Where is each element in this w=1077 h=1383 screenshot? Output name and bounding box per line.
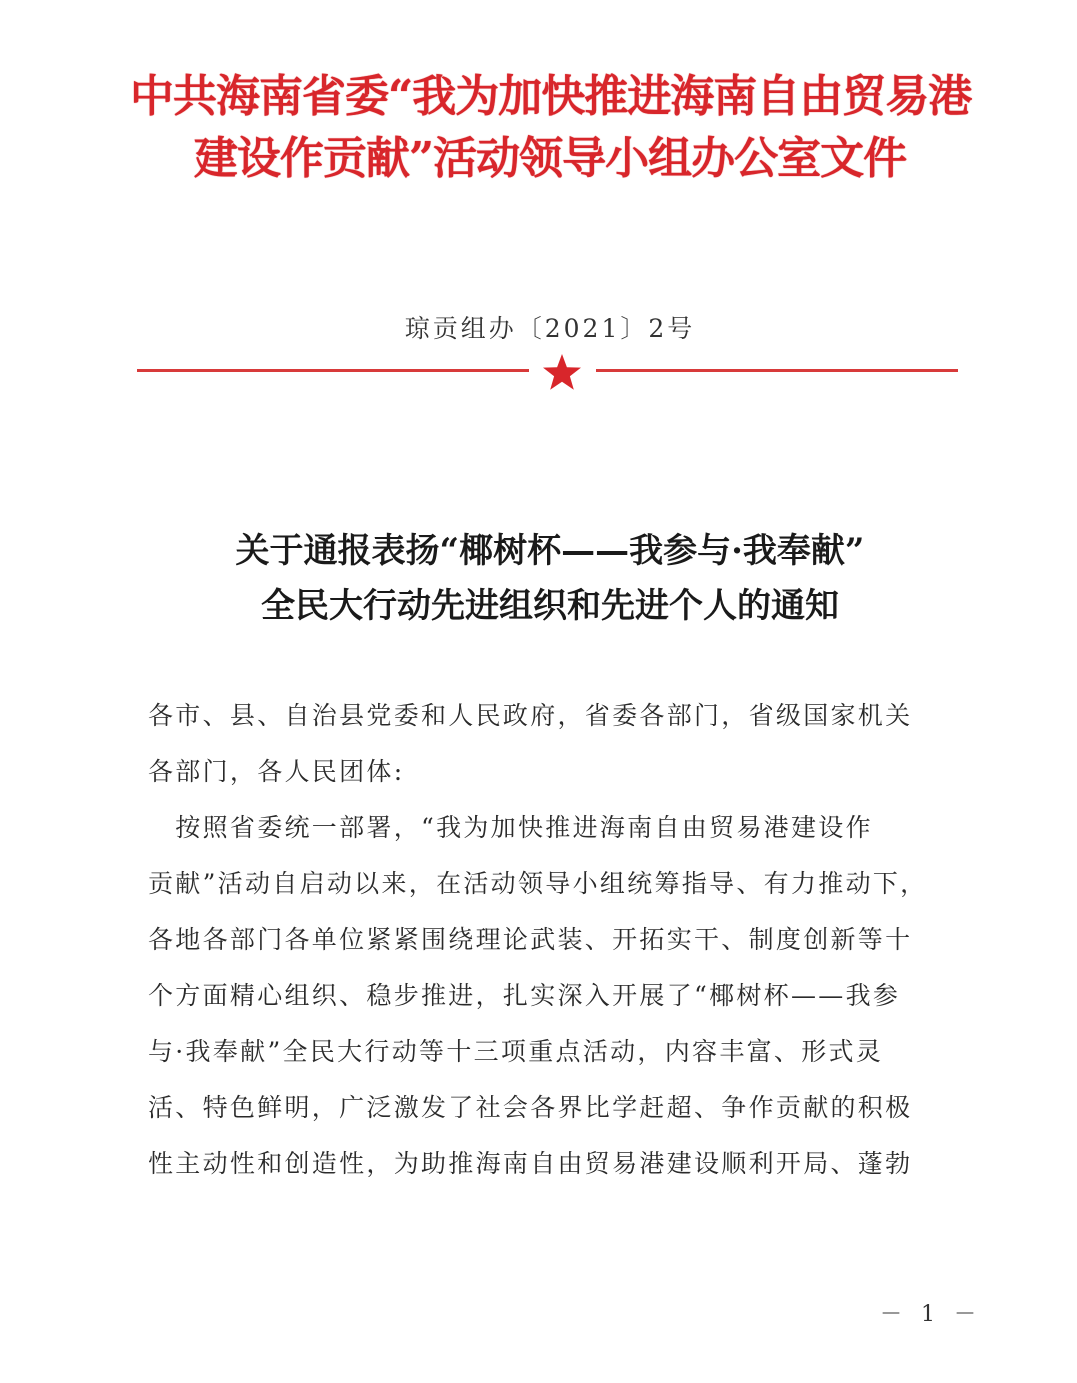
body-line: 个方面精心组织、稳步推进，扎实深入开展了“椰树杯——我参 bbox=[148, 981, 901, 1010]
header-line-2: 建设作贡献”活动领导小组办公室文件 bbox=[193, 133, 907, 184]
body-line: 按照省委统一部署，“我为加快推进海南自由贸易港建设作 bbox=[148, 813, 873, 842]
notice-title-line-1: 关于通报表扬“椰树杯——我参与·我奉献” bbox=[235, 531, 865, 571]
body-line: 与·我奉献”全民大行动等十三项重点活动，内容丰富、形式灵 bbox=[148, 1037, 884, 1066]
body-line: 活、特色鲜明，广泛激发了社会各界比学赶超、争作贡献的积极 bbox=[148, 1093, 913, 1122]
body-line: 各市、县、自治县党委和人民政府，省委各部门，省级国家机关 bbox=[148, 701, 913, 730]
star-icon bbox=[540, 352, 584, 392]
body-line: 各部门，各人民团体: bbox=[148, 757, 405, 786]
body-line: 性主动性和创造性，为助推海南自由贸易港建设顺利开局、蓬勃 bbox=[148, 1149, 913, 1178]
divider-left bbox=[137, 369, 529, 372]
page-number: － 1 － bbox=[880, 1302, 982, 1327]
header-line-1: 中共海南省委“我为加快推进海南自由贸易港 bbox=[130, 71, 972, 122]
notice-title-line-2: 全民大行动先进组织和先进个人的通知 bbox=[261, 586, 839, 626]
body-line: 各地各部门各单位紧紧围绕理论武装、开拓实干、制度创新等十 bbox=[148, 925, 913, 954]
document-number: 琼贡组办〔2021〕2号 bbox=[404, 314, 696, 343]
divider-right bbox=[596, 369, 958, 372]
body-line: 贡献”活动自启动以来，在活动领导小组统筹指导、有力推动下， bbox=[148, 869, 928, 898]
